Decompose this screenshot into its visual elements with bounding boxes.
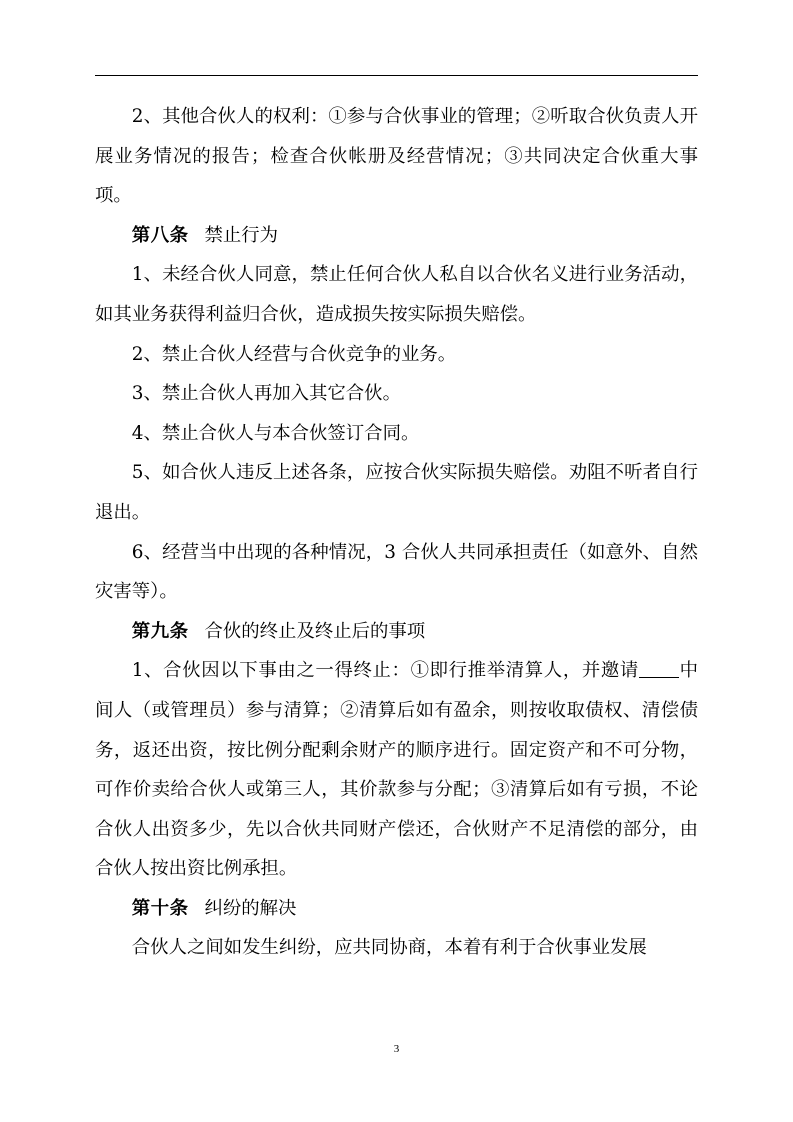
article-8-item-6: 6、经营当中出现的各种情况，3 合伙人共同承担责任（如意外、自然灾害等）。 [95,541,698,603]
header-rule [95,75,698,76]
article-9-title: 合伙的终止及终止后的事项 [204,620,426,642]
article-8-item-2: 2、禁止合伙人经营与合伙竞争的业务。 [131,343,457,365]
article-10-number: 第十条 [131,897,189,919]
document-body [95,97,698,968]
article-8-item-5: 5、如合伙人违反上述各条，应按合伙实际损失赔偿。劝阻不听者自行退出。 [95,462,698,523]
article-9-item-1-part-b: 中间人（或管理员）参与清算；②清算后如有盈余，则按收取债权、清偿债务，返还出资，按比例分配剩余财产的顺序进行。固定资产和不可分物，可作价卖给合伙人或第三人，其价款参与分配；③清算后如有亏损，不论合伙人出资多少，先以合伙共同财产偿还，合伙财产不足清偿的部分，由合伙人按出资比例承担。 [95,660,698,880]
article-10-item-1: 合伙人之间如发生纠纷，应共同协商，本着有利于合伙事业发展 [131,937,647,959]
article-9-item-1 [95,651,698,889]
article-8-title: 禁止行为 [204,224,279,246]
article-9-item-1-part-a: 1、合伙因以下事由之一得终止：①即行推举清算人，并邀请 [131,660,639,682]
article-8-heading [95,216,698,256]
article-9-number: 第九条 [131,620,189,642]
paragraph-partner-rights: 2、其他合伙人的权利：①参与合伙事业的管理；②听取合伙负责人开展业务情况的报告；检查合伙帐册及经营情况；③共同决定合伙重大事项。 [95,106,698,207]
article-9-heading [95,612,698,652]
article-10-title: 纠纷的解决 [204,897,297,919]
article-8-item-4: 4、禁止合伙人与本合伙签订合同。 [131,422,420,444]
page-number: 3 [393,1043,400,1055]
article-10-heading [95,889,698,929]
article-8-item-1: 1、未经合伙人同意，禁止任何合伙人私自以合伙名义进行业务活动，如其业务获得利益归合伙，造成损失按实际损失赔偿。 [95,264,698,325]
article-8-number: 第八条 [131,224,189,246]
article-8-item-3: 3、禁止合伙人再加入其它合伙。 [131,383,401,405]
fill-in-blank [639,659,679,678]
